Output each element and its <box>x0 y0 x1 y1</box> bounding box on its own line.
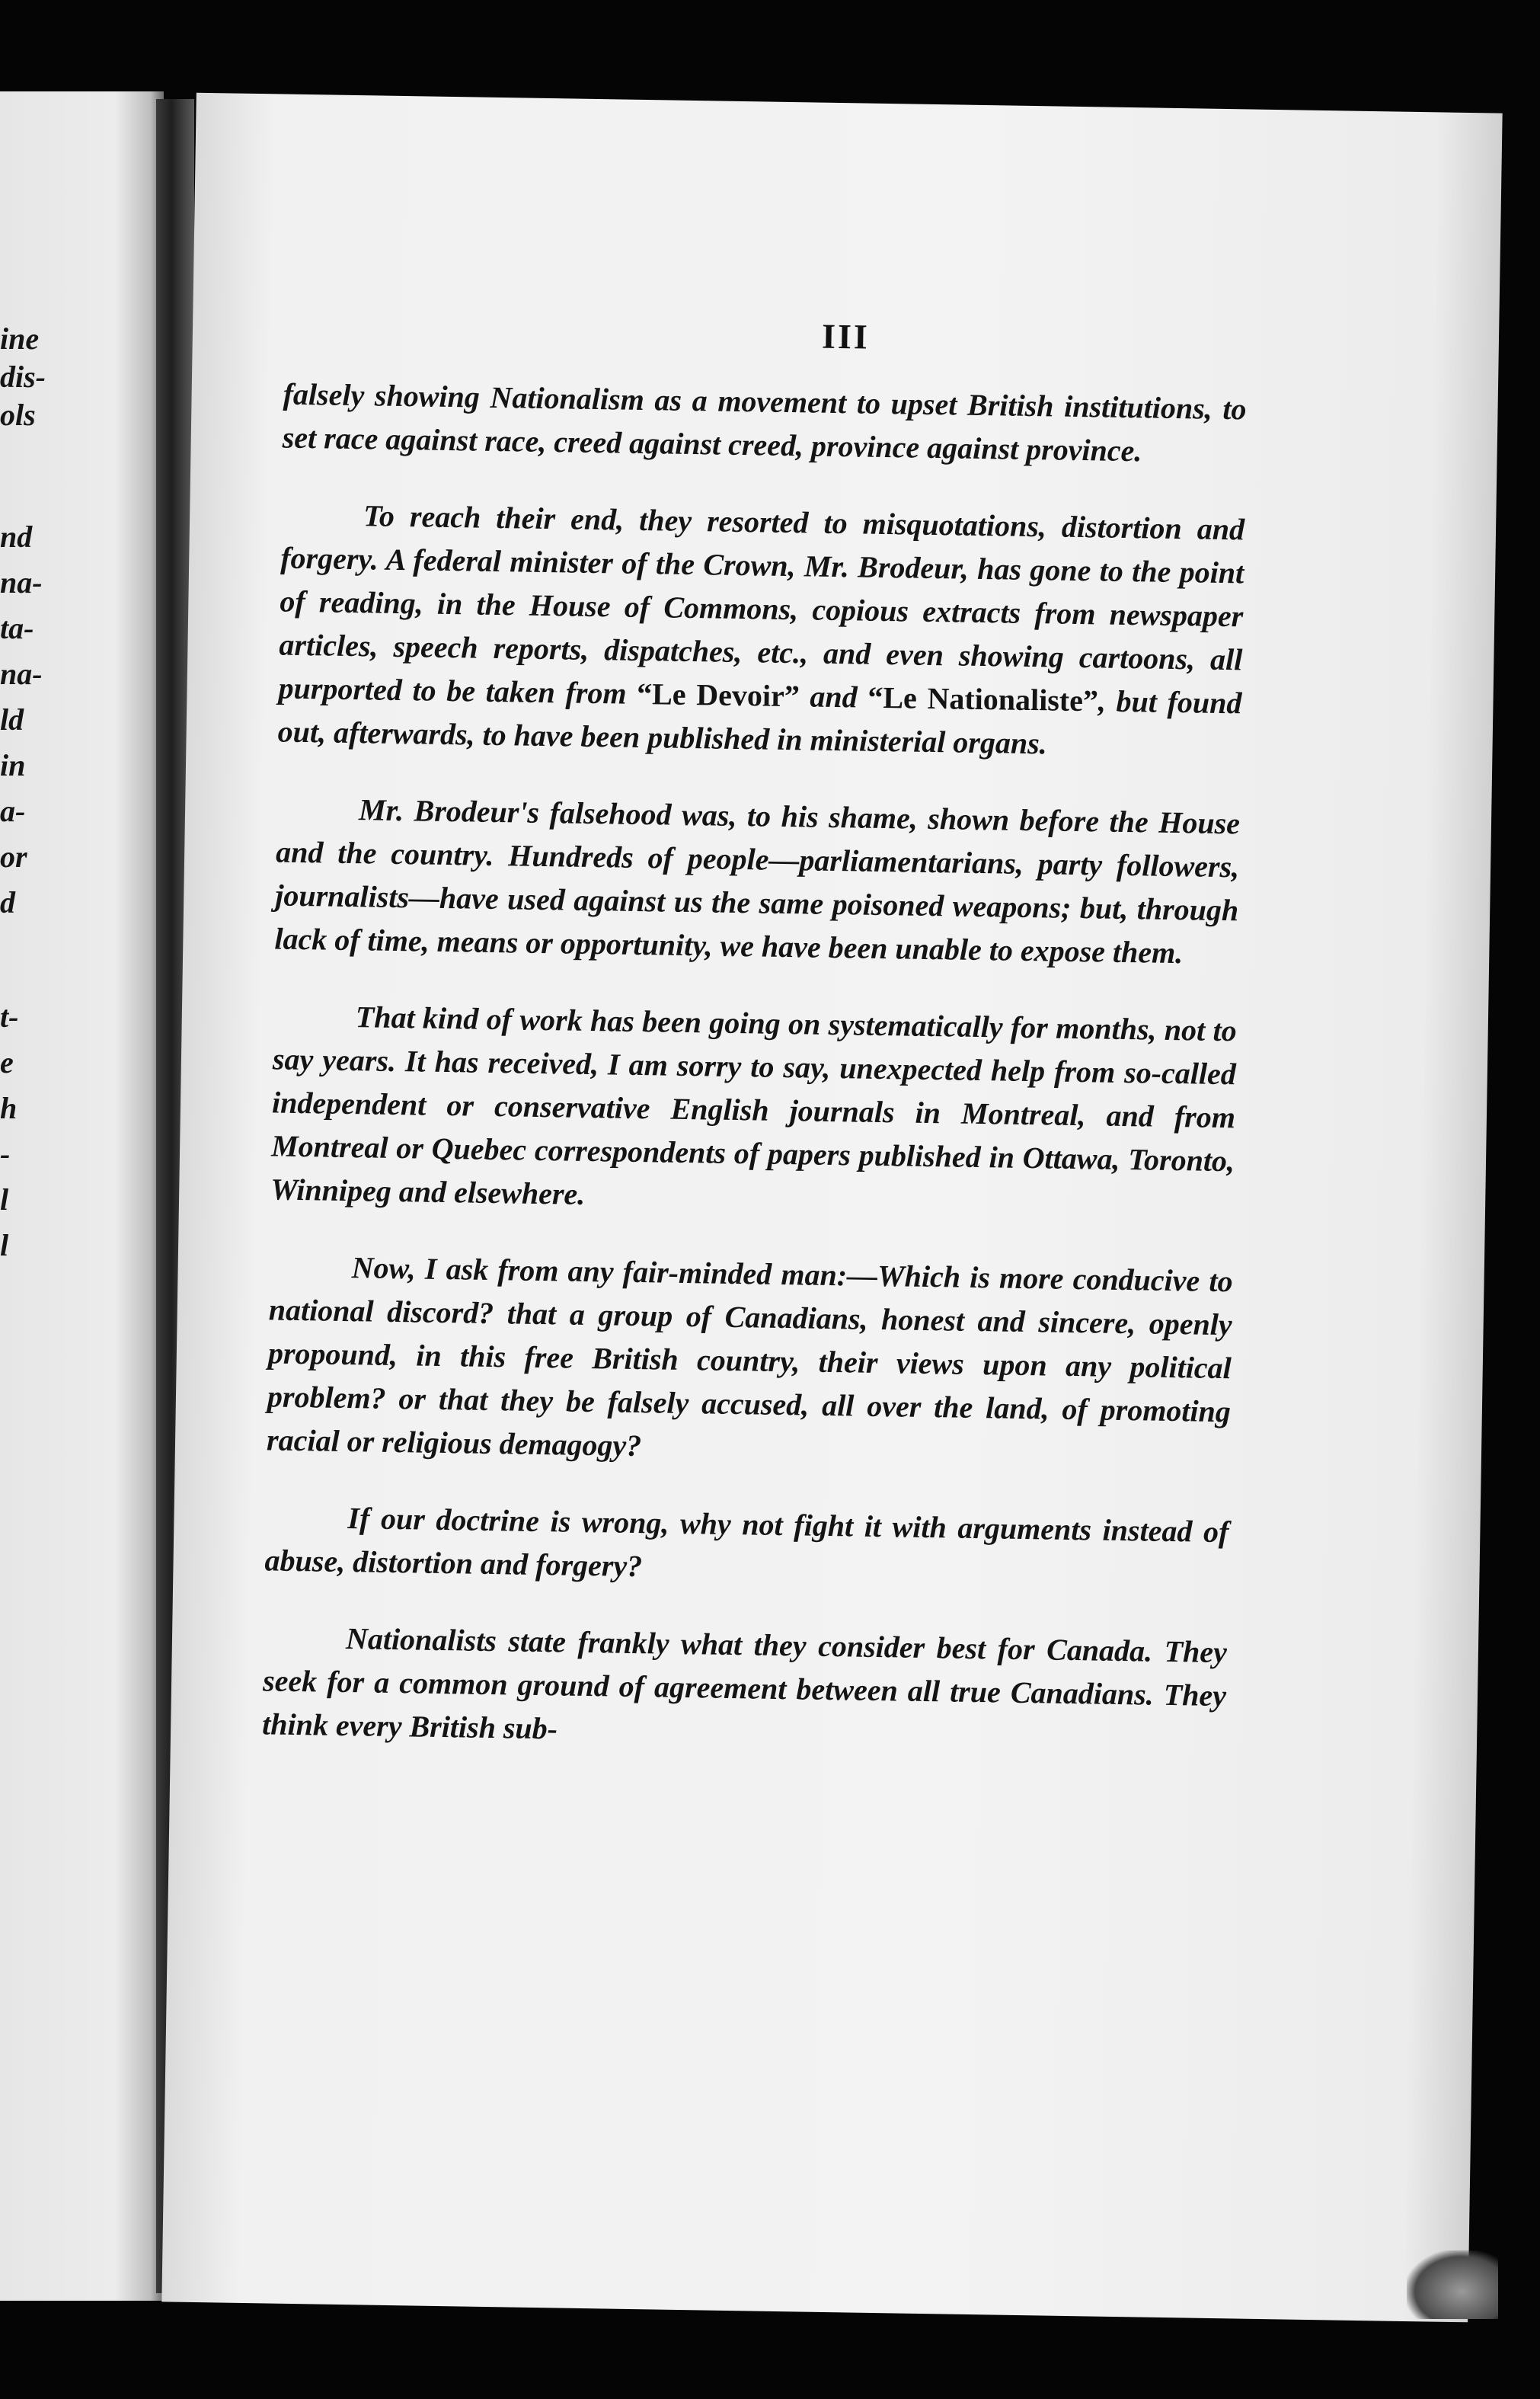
paragraph-2-text: To reach their end, they resorted to misquotations, distortion and forgery. A federal minister of the Crown, Mr. Brodeur, has gone to the point of reading, in the House of Commons, copious extracts from newspaper articles, speech reports, dispatches, etc., and even showing cartoons, all purported to be taken from <box>278 498 1245 711</box>
paragraph-3: Mr. Brodeur's falsehood was, to his shame, shown before the House and the country. Hundreds of people—parliamentarians, party followers, journalists—have used against us the same poisoned weapons; but, through lack of time, means or opportunity, we have been unable to expose them. <box>274 792 1241 971</box>
paragraph-5: Now, I ask from any fair-minded man:—Which is more conducive to national discord? that a group of Canadians, honest and sincere, openly propound, in this free British country, their views upon any political problem? or that they be falsely accused, all over the land, of promoting racial or religious demagogy? <box>266 1250 1233 1463</box>
facing-page-fragment <box>0 91 164 2301</box>
left-fragment: ine <box>0 321 40 356</box>
left-fragment: in <box>0 748 26 782</box>
paragraph-6: If our doctrine is wrong, why not fight it with arguments instead of abuse, distortion and forgery? <box>264 1501 1229 1584</box>
left-fragment: ols <box>0 398 36 432</box>
left-fragment: ta- <box>0 611 34 645</box>
paragraph-1: falsely showing Nationalism as a movement to upset British institutions, to set race against race, creed against creed, province against province. <box>282 376 1247 469</box>
left-fragment: l <box>0 1228 9 1262</box>
page-number: III <box>821 316 871 357</box>
paragraph-2-end: , but found out, afterwards, to have been published in ministerial organs. <box>277 683 1242 761</box>
left-fragment: t- <box>0 1000 19 1034</box>
paragraph-4: That kind of work has been going on systematically for months, not to say years. It has received, I am sorry to say, unexpected help from so-called independent or conservative English journals in Montreal, and from Montreal or Quebec correspondents of papers published in Ottawa, Toronto, Winnipeg and elsewhere. <box>270 1000 1238 1211</box>
left-fragment: na- <box>0 657 43 691</box>
paragraph-2 <box>277 493 1244 769</box>
left-fragment: e <box>0 1045 14 1080</box>
left-fragment: dis- <box>0 360 46 394</box>
page-body <box>262 373 1247 1761</box>
corner-mark <box>1407 2250 1498 2319</box>
left-fragment: h <box>0 1091 18 1125</box>
le-devoir-title: “Le Devoir” <box>636 676 800 714</box>
left-fragment: or <box>0 840 27 874</box>
left-fragment: l <box>0 1182 9 1217</box>
paragraph-7: Nationalists state frankly what they consider best for Canada. They seek for a common ground of agreement between all true Canadians. They think every British sub- <box>261 1621 1228 1746</box>
left-fragment: na- <box>0 565 43 600</box>
le-nationaliste-title: “Le Nationaliste” <box>867 680 1099 718</box>
left-fragment: ld <box>0 702 24 737</box>
paragraph-2-and: and <box>799 679 868 715</box>
left-fragment: d <box>0 885 15 920</box>
left-fragment: a- <box>0 794 26 828</box>
left-fragment: nd <box>0 520 33 554</box>
book-page <box>161 93 1502 2323</box>
left-fragment: - <box>0 1137 11 1171</box>
